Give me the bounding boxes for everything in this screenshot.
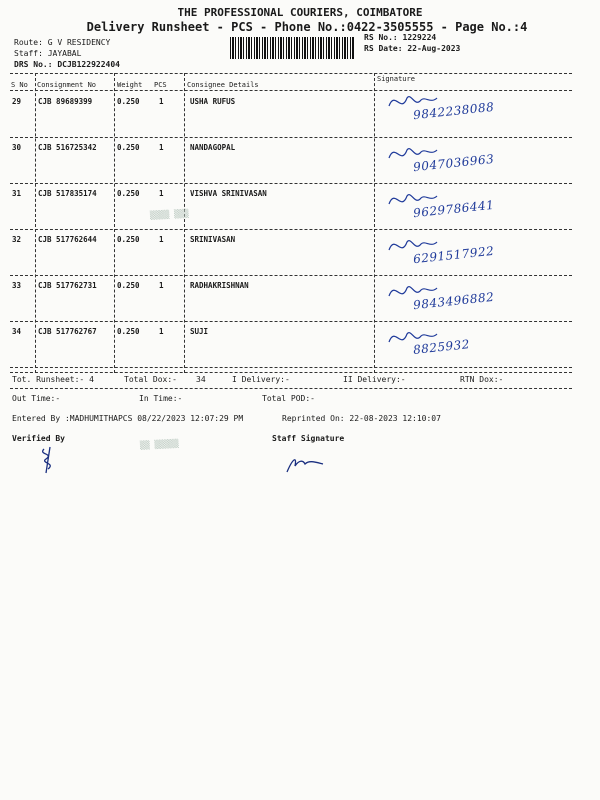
row-separator bbox=[10, 367, 572, 368]
col-header-consignment: Consignment No bbox=[37, 81, 97, 89]
cell-consignee: SRINIVASAN bbox=[190, 235, 236, 244]
cell-weight: 0.250 bbox=[117, 143, 140, 152]
cell-consignment: CJB 517762767 bbox=[38, 327, 97, 336]
reprinted-on: Reprinted On: 22-08-2023 12:10:07 bbox=[282, 414, 441, 423]
runsheet-subtitle: Delivery Runsheet - PCS - Phone No.:0422-3505555 - Page No.:4 bbox=[86, 20, 528, 34]
rs-number: RS No.: 1229224 bbox=[364, 33, 437, 42]
signature-phone-number: 9843496882 bbox=[412, 289, 495, 313]
col-header-consignee: Consignee Details bbox=[187, 81, 259, 89]
cell-pcs: 1 bbox=[159, 327, 164, 336]
col-divider bbox=[374, 73, 375, 373]
cell-weight: 0.250 bbox=[117, 235, 140, 244]
staff-signature-label: Staff Signature bbox=[272, 434, 345, 443]
rs-date: RS Date: 22-Aug-2023 bbox=[364, 44, 461, 53]
out-time: Out Time:- bbox=[12, 394, 61, 403]
ii-delivery: II Delivery:- bbox=[343, 375, 406, 384]
cell-consignment: CJB 89689399 bbox=[38, 97, 93, 106]
barcode-image bbox=[230, 37, 355, 59]
handwritten-signature bbox=[385, 322, 535, 370]
rtn-dox: RTN Dox:- bbox=[460, 375, 504, 384]
cell-sno: 32 bbox=[12, 235, 22, 244]
tot-runsheet: Tot. Runsheet:- 4 bbox=[12, 375, 94, 384]
cell-pcs: 1 bbox=[159, 281, 164, 290]
col-divider bbox=[184, 73, 185, 373]
signature-phone-number: 9842238088 bbox=[412, 99, 495, 123]
verified-by-signature bbox=[36, 445, 66, 479]
cell-pcs: 1 bbox=[159, 189, 164, 198]
cell-consignee: SUJI bbox=[190, 327, 209, 336]
route-label: Route: G V RESIDENCY bbox=[14, 38, 111, 47]
signature-phone-number: 6291517922 bbox=[412, 243, 495, 267]
i-delivery: I Delivery:- bbox=[232, 375, 290, 384]
col-header-sno: S No bbox=[11, 81, 28, 89]
table-top-rule bbox=[10, 73, 572, 74]
verified-by-label: Verified By bbox=[12, 434, 65, 443]
staff-label: Staff: JAYABAL bbox=[14, 49, 82, 58]
cell-weight: 0.250 bbox=[117, 97, 140, 106]
cell-weight: 0.250 bbox=[117, 189, 140, 198]
totals-rule bbox=[10, 388, 572, 389]
cell-consignee: VISHVA SRINIVASAN bbox=[190, 189, 267, 198]
staff-signature-mark bbox=[285, 452, 325, 480]
cell-sno: 31 bbox=[12, 189, 22, 198]
cell-consignee: NANDAGOPAL bbox=[190, 143, 236, 152]
col-divider bbox=[35, 73, 36, 373]
faint-stamp: ▒▒ ▒▒▒▒▒ bbox=[139, 438, 179, 451]
cell-sno: 30 bbox=[12, 143, 22, 152]
table-bottom-rule bbox=[10, 372, 572, 373]
cell-weight: 0.250 bbox=[117, 327, 140, 336]
cell-pcs: 1 bbox=[159, 143, 164, 152]
cell-pcs: 1 bbox=[159, 235, 164, 244]
col-header-signature: Signature bbox=[377, 75, 415, 83]
handwritten-signature bbox=[385, 86, 535, 134]
cell-consignment: CJB 517762644 bbox=[38, 235, 97, 244]
cell-sno: 34 bbox=[12, 327, 22, 336]
signature-phone-number: 9047036963 bbox=[412, 151, 495, 175]
col-header-weight: Weight bbox=[117, 81, 143, 89]
total-dox-value: 34 bbox=[196, 375, 206, 384]
col-divider bbox=[114, 73, 115, 373]
handwritten-signature bbox=[385, 138, 535, 186]
col-header-pcs: PCS bbox=[154, 81, 167, 89]
total-pod: Total POD:- bbox=[262, 394, 315, 403]
cell-sno: 29 bbox=[12, 97, 22, 106]
cell-consignee: USHA RUFUS bbox=[190, 97, 236, 106]
company-title: THE PROFESSIONAL COURIERS, COIMBATORE bbox=[177, 6, 423, 19]
handwritten-signature bbox=[385, 276, 535, 324]
cell-consignment: CJB 516725342 bbox=[38, 143, 97, 152]
cell-consignment: CJB 517835174 bbox=[38, 189, 97, 198]
total-dox-label: Total Dox:- bbox=[124, 375, 177, 384]
handwritten-signature bbox=[385, 230, 535, 278]
faint-stamp: ▒▒▒▒ ▒▒▒ bbox=[149, 208, 189, 221]
signature-phone-number: 9629786441 bbox=[412, 197, 495, 221]
cell-consignee: RADHAKRISHNAN bbox=[190, 281, 249, 290]
entered-by: Entered By :MADHUMITHAPCS 08/22/2023 12:07:29 PM bbox=[12, 414, 244, 423]
drs-number: DRS No.: DCJB122922404 bbox=[14, 60, 120, 69]
handwritten-signature bbox=[385, 184, 535, 232]
in-time: In Time:- bbox=[139, 394, 183, 403]
signature-phone-number: 8825932 bbox=[412, 337, 471, 357]
cell-weight: 0.250 bbox=[117, 281, 140, 290]
cell-consignment: CJB 517762731 bbox=[38, 281, 97, 290]
cell-sno: 33 bbox=[12, 281, 22, 290]
cell-pcs: 1 bbox=[159, 97, 164, 106]
